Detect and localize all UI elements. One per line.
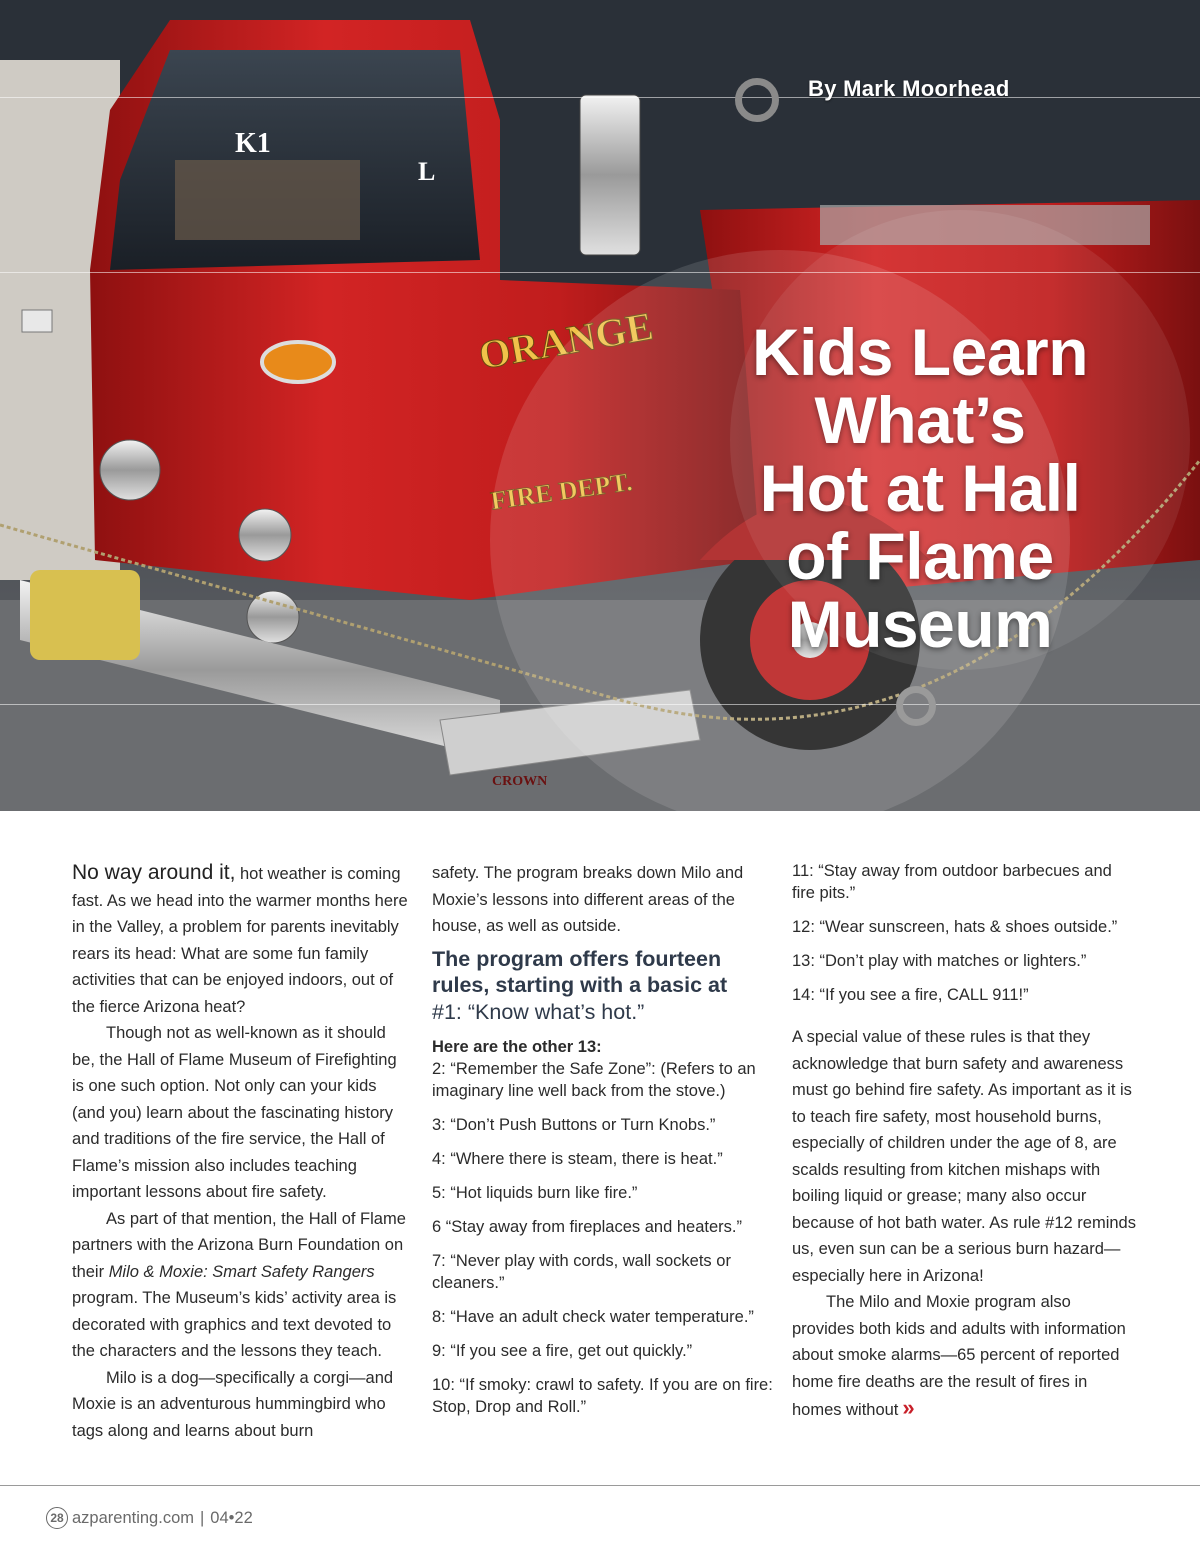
paragraph-text: program. The Museum’s kids’ activity area is decorated with graphics and text devoted to the characters and the lessons they teach. [72, 1289, 397, 1360]
truck-dept: FIRE DEPT. [488, 467, 635, 516]
siren [100, 440, 160, 500]
lead-in: No way around it, [72, 861, 236, 884]
article-column-3 [792, 860, 1137, 1424]
ring-icon [735, 78, 779, 122]
title-line: Hot at Hall [759, 451, 1081, 525]
rule-1: #1: “Know what’s hot.” [432, 999, 645, 1024]
paragraph: Though not as well-known as it should be, the Hall of Flame Museum of Firefighting is one such option. Not only can your kids (and you) learn about the fascinating history and traditions of the fire service, the Hall of Flame’s mission also includes teaching important lessons about fire safety. [72, 1024, 397, 1201]
rule-item: 14: “If you see a fire, CALL 911!” [792, 986, 1029, 1004]
window-patches [175, 160, 360, 240]
footer-separator: | [200, 1508, 205, 1527]
rules-subheading: Here are the other 13: [432, 1037, 602, 1056]
cab-letter: L [418, 157, 436, 186]
bumper-badge: CROWN [492, 774, 548, 789]
rule-item: 8: “Have an adult check water temperature.” [432, 1307, 754, 1326]
article-column-2 [432, 860, 777, 1426]
headlight-upper [239, 509, 291, 561]
amber-marker-light [262, 342, 334, 382]
headlight-lower [247, 591, 299, 643]
article-column-1 [72, 860, 412, 1444]
rule-item: 11: “Stay away from outdoor barbecues and fire pits.” [792, 862, 1112, 902]
rule-item: 12: “Wear sunscreen, hats & shoes outside.” [792, 918, 1118, 936]
program-name: Milo & Moxie: Smart Safety Rangers [108, 1262, 375, 1281]
pull-headline: The program offers fourteen rules, starting with a basic at [432, 946, 728, 997]
rule-item: 10: “If smoky: crawl to safety. If you are on fire: Stop, Drop and Roll.” [432, 1375, 773, 1416]
rule-item: 2: “Remember the Safe Zone”: (Refers to an imaginary line well back from the stove.) [432, 1059, 756, 1100]
side-mirror [580, 95, 640, 255]
article-title [700, 315, 1140, 661]
issue-date: 04•22 [210, 1508, 253, 1527]
rule-item: 9: “If you see a fire, get out quickly.” [432, 1341, 693, 1360]
paragraph [792, 1289, 1137, 1424]
paragraph-text: hot weather is coming fast. As we head into the warmer months here in the Valley, a problem for parents inevitably rears its head: What are some fun family activities that can be enjoyed indoors, out of the fierce Arizona heat? [72, 865, 408, 1016]
title-line: Kids Learn [751, 315, 1089, 389]
paragraph-text: As part of that mention, the Hall of Flame partners with the Arizona Burn Foundation on their [72, 1209, 406, 1281]
hose-bundle [30, 570, 140, 660]
rule-item: 13: “Don’t play with matches or lighters.” [792, 952, 1087, 970]
paragraph [72, 1206, 412, 1365]
page-number: 28 [46, 1507, 68, 1529]
paragraph: safety. The program breaks down Milo and Moxie’s lessons into different areas of the house, as well as outside. [432, 864, 744, 935]
divider-line-top [0, 97, 1200, 98]
paragraph-text: The Milo and Moxie program also provides both kids and adults with information about smoke alarms—65 percent of reported home fire deaths are the result of fires in homes without [792, 1293, 1126, 1419]
divider-line-bottom [0, 704, 1200, 705]
wall-thermostat [22, 310, 52, 332]
rule-item: 7: “Never play with cords, wall sockets or cleaners.” [432, 1251, 731, 1292]
title-line: What’s [814, 383, 1026, 457]
paragraph: A special value of these rules is that they acknowledge that burn safety and awareness must go behind fire safety. As important as it is to teach fire safety, most household burns, especially of children under the age of 8, are scalds resulting from kitchen mishaps with boiling liquid or grease; many also occur because of hot bath water. As rule #12 reminds us, even sun can be a serious burn hazard—especially here in Arizona! [792, 1028, 1136, 1285]
title-line: Museum [787, 587, 1053, 661]
rule-item: 5: “Hot liquids burn like fire.” [432, 1183, 638, 1202]
continue-arrow-icon: » [902, 1395, 915, 1420]
rule-item: 3: “Don’t Push Buttons or Turn Knobs.” [432, 1115, 716, 1134]
divider-line-mid [0, 272, 1200, 273]
ring-icon [896, 686, 936, 726]
truck-name: ORANGE [475, 303, 657, 378]
byline: By Mark Moorhead [808, 76, 1010, 101]
paragraph [72, 860, 412, 1020]
rule-item: 6 “Stay away from fireplaces and heaters.” [432, 1217, 742, 1236]
cab-label: K1 [235, 128, 271, 159]
page-footer [46, 1507, 253, 1529]
site-url[interactable]: azparenting.com [72, 1508, 194, 1527]
title-line: of Flame [786, 519, 1054, 593]
paragraph: Milo is a dog—specifically a corgi—and Moxie is an adventurous hummingbird who tags along and learns about burn [72, 1368, 394, 1440]
footer-divider [0, 1485, 1200, 1486]
rule-item: 4: “Where there is steam, there is heat.” [432, 1149, 723, 1168]
